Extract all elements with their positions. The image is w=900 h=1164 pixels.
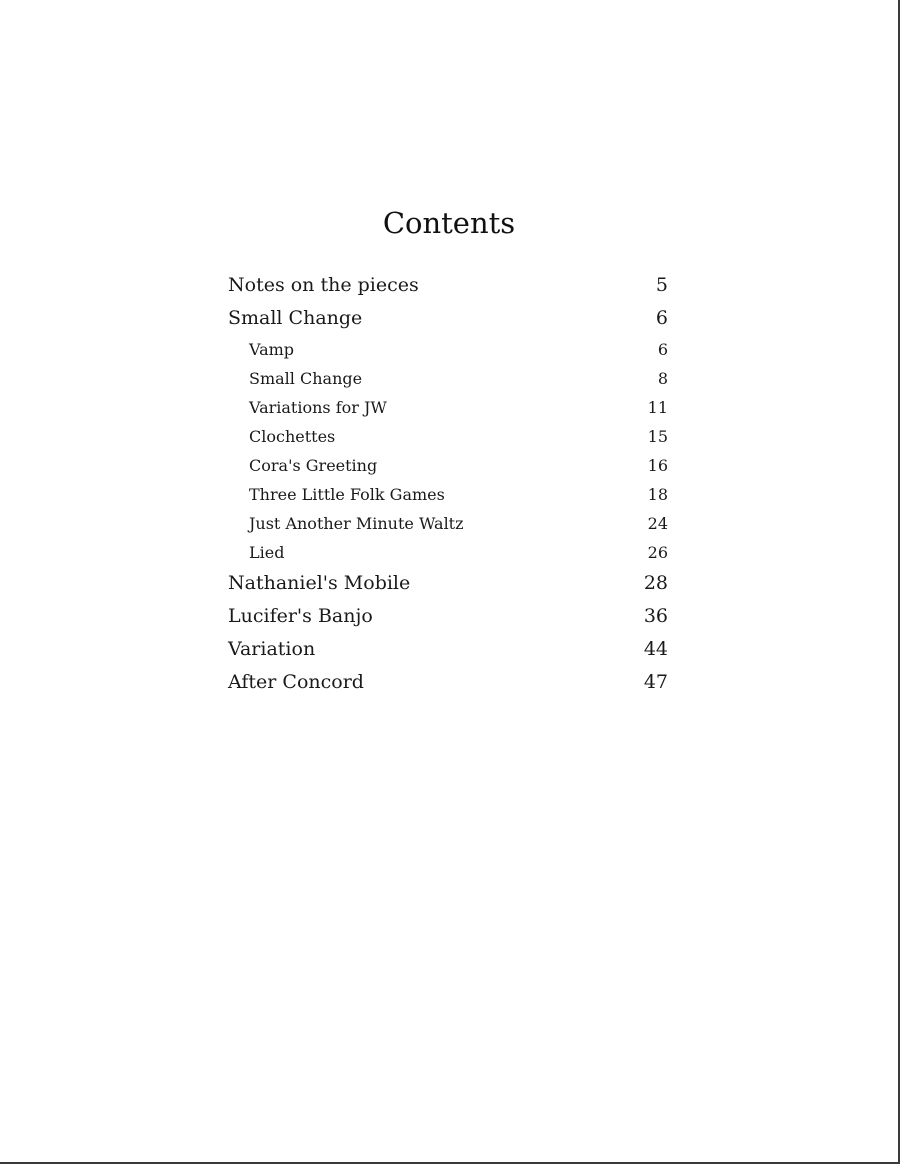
toc-entry-page: 36 — [643, 605, 668, 627]
toc-entry-label: After Concord — [228, 671, 364, 693]
toc-entry — [228, 269, 668, 302]
toc-entry-page: 6 — [657, 340, 668, 359]
toc-subentry — [228, 538, 668, 567]
toc-subentry — [228, 422, 668, 451]
toc-entry-label: Lucifer's Banjo — [228, 605, 373, 627]
toc-entry-page: 26 — [647, 543, 668, 562]
toc-entry-page: 18 — [647, 485, 668, 504]
toc-entry-label: Three Little Folk Games — [249, 485, 445, 504]
toc-entry-label: Clochettes — [249, 427, 336, 446]
toc-subentry — [228, 393, 668, 422]
table-of-contents — [228, 269, 668, 699]
toc-entry-page: 6 — [655, 307, 668, 329]
toc-entry-label: Cora's Greeting — [249, 456, 378, 475]
toc-entry-label: Variations for JW — [249, 398, 387, 417]
page-title: Contents — [382, 206, 516, 240]
toc-entry-page: 16 — [647, 456, 668, 475]
toc-entry-label: Small Change — [228, 307, 363, 329]
toc-entry-page: 47 — [643, 671, 668, 693]
toc-entry-page: 8 — [657, 369, 668, 388]
toc-entry-page: 5 — [655, 274, 668, 296]
toc-entry-label: Lied — [249, 543, 285, 562]
toc-entry-page: 24 — [647, 514, 668, 533]
toc-entry — [228, 600, 668, 633]
toc-entry-page: 44 — [643, 638, 668, 660]
toc-entry-label: Nathaniel's Mobile — [228, 572, 411, 594]
toc-entry — [228, 567, 668, 600]
toc-entry-label: Small Change — [249, 369, 363, 388]
toc-entry-label: Just Another Minute Waltz — [249, 514, 464, 533]
toc-subentry — [228, 335, 668, 364]
toc-entry-label: Variation — [228, 638, 316, 660]
toc-subentry — [228, 509, 668, 538]
toc-entry-label: Notes on the pieces — [228, 274, 419, 296]
toc-subentry — [228, 451, 668, 480]
toc-entry — [228, 302, 668, 335]
toc-entry-page: 28 — [643, 572, 668, 594]
toc-entry — [228, 633, 668, 666]
toc-entry-page: 11 — [647, 398, 668, 417]
toc-subentry — [228, 480, 668, 509]
toc-entry — [228, 666, 668, 699]
toc-subentry — [228, 364, 668, 393]
toc-entry-page: 15 — [647, 427, 668, 446]
toc-entry-label: Vamp — [249, 340, 295, 359]
